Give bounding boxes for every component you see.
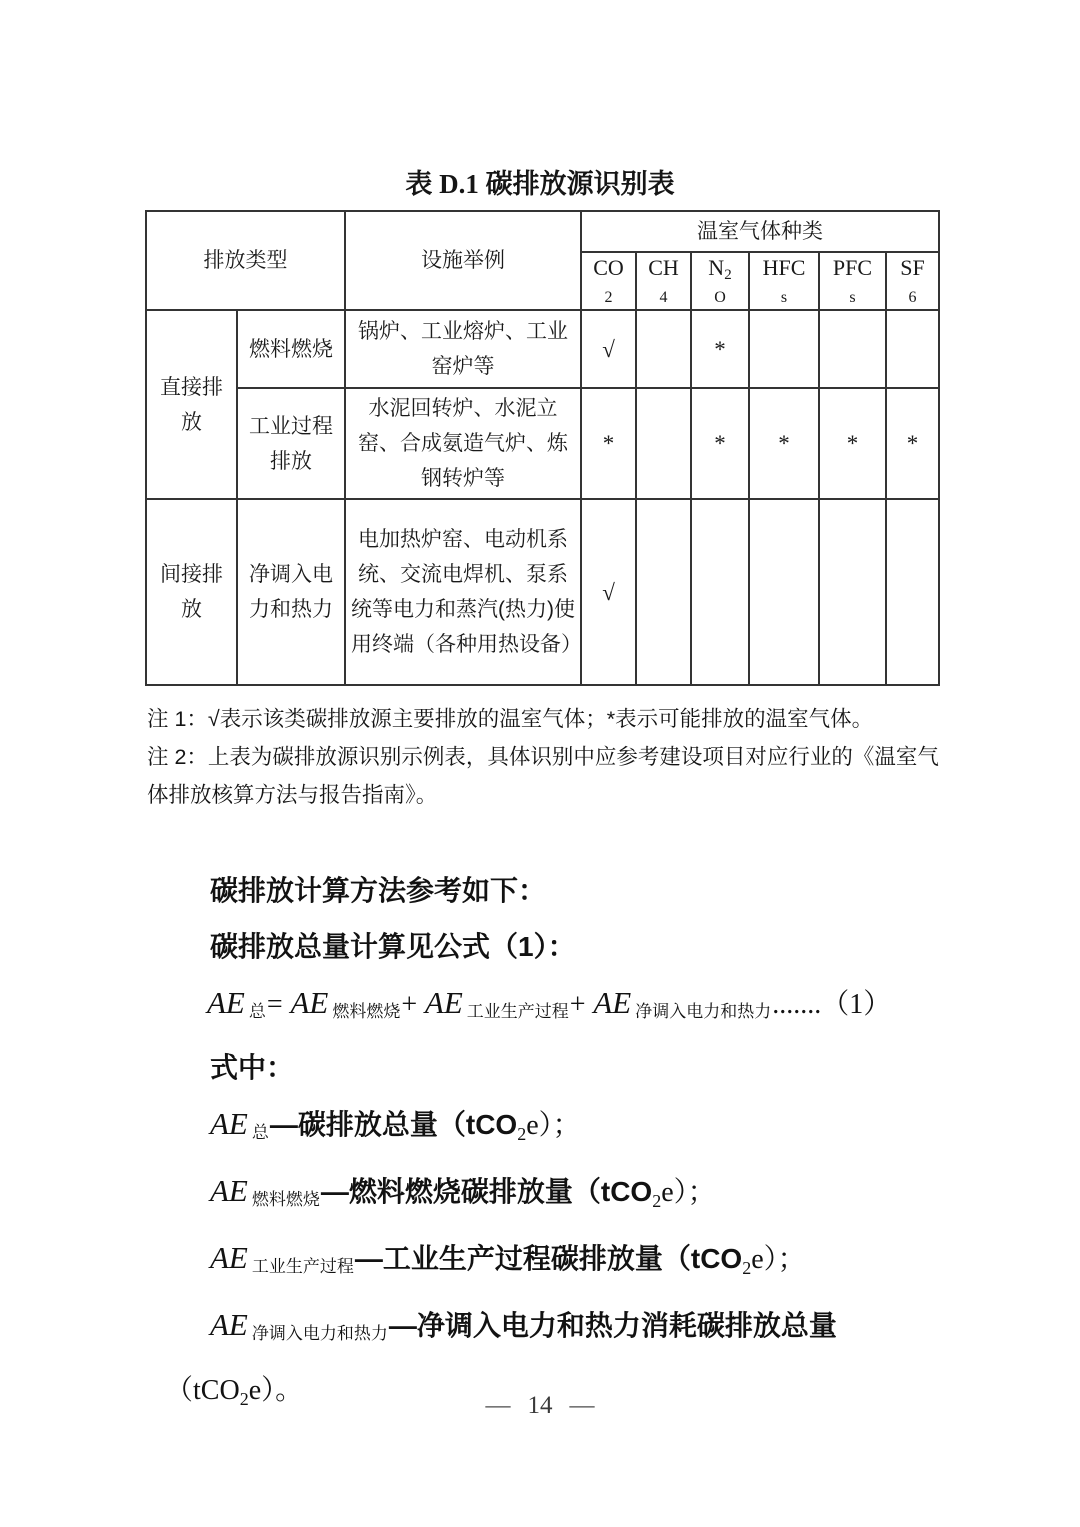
cell-group-direct: 直接排放	[146, 310, 237, 499]
gas-symbol: CO	[593, 255, 624, 280]
ae-subscript: 工业生产过程	[466, 1002, 569, 1021]
ae-variable: AE	[424, 985, 463, 1020]
gas-subscript: s	[780, 289, 788, 306]
gas-mark	[819, 310, 886, 388]
ae-subscript: 燃料燃烧	[332, 1002, 401, 1021]
cell-facility-industrial: 水泥回转炉、水泥立窑、合成氨造气炉、炼钢转炉等	[345, 388, 581, 499]
cell-type-fuel: 燃料燃烧	[237, 310, 345, 388]
table-row-fuel-combustion	[146, 310, 939, 388]
definition-net-power-unit: （tCO$_2$e）。	[165, 1375, 304, 1409]
gas-mark: √	[581, 499, 636, 685]
calculation-section	[0, 872, 1080, 1418]
ae-variable: AE	[210, 1240, 248, 1275]
gas-subscript: 4	[659, 289, 668, 306]
equation-number: （1）	[821, 989, 892, 1020]
equals-sign: =	[266, 989, 283, 1020]
formula-1	[207, 984, 1080, 1030]
ae-variable: AE	[210, 1106, 248, 1141]
definition-net-power: AE 净调入电力和热力—净调入电力和热力消耗碳排放总量	[210, 1307, 837, 1343]
gas-mark: √	[581, 310, 636, 388]
definition-fuel: AE 燃料燃烧—燃料燃烧碳排放量（tCO$_2$e）；	[210, 1173, 716, 1211]
gas-mark: *	[691, 310, 749, 388]
plus-sign: +	[569, 989, 586, 1020]
header-gas-pfcs	[819, 252, 886, 310]
ae-subscript: 净调入电力和热力	[251, 1324, 388, 1343]
ae-variable: AE	[290, 985, 329, 1020]
plus-sign: +	[401, 989, 418, 1020]
gas-mark	[749, 499, 819, 685]
cell-type-industrial: 工业过程排放	[237, 388, 345, 499]
ae-variable: AE	[207, 985, 245, 1020]
gas-subscript: 6	[908, 289, 917, 306]
ae-subscript: 净调入电力和热力	[635, 1002, 772, 1021]
header-gas-co2	[581, 252, 636, 310]
table-row-industrial-process	[146, 388, 939, 499]
co2-subscript: 2	[742, 1258, 752, 1278]
footer-left-dash: —	[485, 1392, 511, 1419]
gas-mark	[636, 310, 691, 388]
gas-mark	[749, 310, 819, 388]
definition-industrial: AE 工业生产过程—工业生产过程碳排放量（tCO$_2$e）；	[210, 1240, 806, 1278]
gas-mark: *	[581, 388, 636, 499]
gas-subscript: 2	[604, 289, 613, 306]
co2-subscript: 2	[239, 1389, 249, 1409]
intro-line-2: 碳排放总量计算见公式（1）：	[210, 931, 576, 962]
page-title: 表 D.1 碳排放源识别表	[405, 169, 675, 199]
gas-subscript: O	[714, 289, 726, 306]
gas-subscript: s	[849, 289, 856, 306]
header-facility-examples: 设施举例	[345, 211, 581, 310]
header-gas-group: 温室气体种类	[581, 211, 939, 252]
gas-mark: *	[819, 388, 886, 499]
gas-mark	[886, 310, 939, 388]
gas-symbol: CH	[648, 255, 679, 280]
ae-variable: AE	[210, 1307, 248, 1342]
header-emission-type: 排放类型	[146, 211, 345, 310]
ae-subscript: 燃料燃烧	[251, 1190, 320, 1209]
cell-facility-fuel: 锅炉、工业熔炉、工业窑炉等	[345, 310, 581, 388]
table-header-row-1	[146, 211, 939, 252]
dot-leader: .......	[772, 989, 822, 1020]
page-footer	[0, 1392, 1080, 1420]
header-gas-ch4	[636, 252, 691, 310]
gas-mark	[886, 499, 939, 685]
definition-total: AE 总—碳排放总量（tCO$_2$e）；	[210, 1106, 581, 1144]
footer-right-dash: —	[569, 1392, 595, 1419]
table-notes	[147, 700, 945, 814]
ae-subscript: 总	[248, 1002, 266, 1021]
cell-type-net-power: 净调入电力和热力	[237, 499, 345, 685]
emission-source-table	[145, 210, 940, 686]
gas-mark: *	[691, 388, 749, 499]
gas-mark	[636, 388, 691, 499]
gas-symbol: N2	[708, 255, 732, 283]
ae-variable: AE	[210, 1173, 248, 1208]
co2-subscript: 2	[517, 1124, 527, 1144]
intro-line-1: 碳排放计算方法参考如下：	[210, 875, 547, 906]
gas-mark: *	[749, 388, 819, 499]
note-1: 注 1：√表示该类碳排放源主要排放的温室气体；*表示可能排放的温室气体。	[147, 707, 874, 731]
header-gas-n2o	[691, 252, 749, 310]
note-2: 注 2：上表为碳排放源识别示例表，具体识别中应参考建设项目对应行业的《温室气体排放核算方法与报告指南》。	[147, 745, 939, 807]
ae-subscript: 工业生产过程	[251, 1257, 354, 1276]
ae-variable: AE	[593, 985, 632, 1020]
gas-mark	[819, 499, 886, 685]
gas-mark	[636, 499, 691, 685]
co2-subscript: 2	[652, 1191, 662, 1211]
table-row-indirect	[146, 499, 939, 685]
where-label: 式中：	[210, 1052, 295, 1083]
gas-symbol: SF	[900, 255, 925, 280]
cell-group-indirect: 间接排放	[146, 499, 237, 685]
header-gas-hfcs	[749, 252, 819, 310]
header-gas-sf6	[886, 252, 939, 310]
gas-symbol: PFC	[832, 255, 873, 280]
gas-mark	[691, 499, 749, 685]
cell-facility-net-power: 电加热炉窑、电动机系统、交流电焊机、泵系统等电力和蒸汽(热力)使用终端（各种用热设备）	[345, 499, 581, 685]
gas-symbol: HFC	[762, 255, 806, 280]
ae-subscript: 总	[251, 1123, 269, 1142]
page-number: 14	[527, 1392, 553, 1419]
gas-mark: *	[886, 388, 939, 499]
